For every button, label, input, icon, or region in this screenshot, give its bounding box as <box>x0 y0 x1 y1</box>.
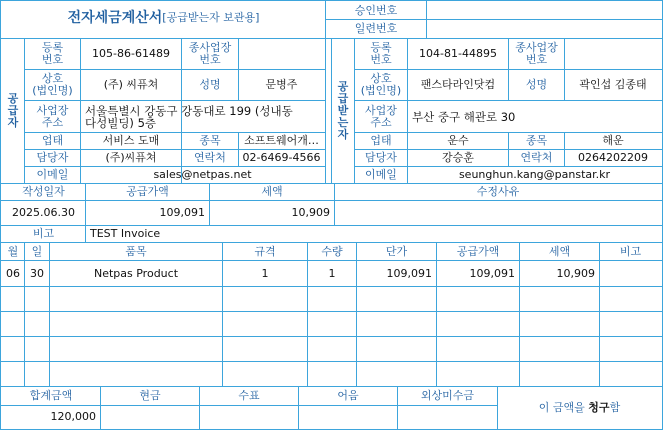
receiver-company-value: 팬스타라인닷컴 <box>420 78 496 91</box>
receiver-branch-value <box>565 39 661 69</box>
title-text: 전자세금계산서 <box>67 10 163 26</box>
col-header-month: 월 <box>7 244 19 258</box>
receiver-name-value: 곽인섭 김종태 <box>579 78 647 91</box>
supplier-branch-label: 종사업장 번호 <box>188 41 232 66</box>
date-label: 작성일자 <box>22 185 65 198</box>
row-month: 06 <box>6 266 20 280</box>
supplier-email-label: 이메일 <box>36 167 69 181</box>
supplier-contact-value: (주)씨퓨쳐 <box>105 151 157 164</box>
total-label: 합계금액 <box>29 389 73 402</box>
receiver-bizitem-value: 해운 <box>602 134 624 147</box>
col-header-spec: 규격 <box>254 244 276 258</box>
invoice-title <box>2 2 325 34</box>
supplier-company-value: (주) 씨퓨쳐 <box>103 78 159 91</box>
col-header-item: 품목 <box>125 244 147 258</box>
receiver-branch-label: 종사업장 번호 <box>515 41 558 66</box>
row-remark <box>600 261 661 286</box>
reason-label: 수정사유 <box>476 185 520 198</box>
row-item: Netpas Product <box>93 266 179 280</box>
receiver-biztype-label: 업태 <box>370 134 392 147</box>
supply-label: 공급가액 <box>126 185 169 198</box>
credit-label: 외상미수금 <box>420 389 475 402</box>
supplier-email-value: sales@netpas.net <box>153 167 252 181</box>
check-label: 수표 <box>238 389 260 402</box>
supplier-phone-label: 연락처 <box>194 151 226 164</box>
col-header-qty: 수량 <box>321 244 343 258</box>
supplier-name-label: 성명 <box>199 78 221 91</box>
note-bill-label: 어음 <box>337 389 359 402</box>
supplier-reg-value: 105-86-61489 <box>92 47 170 60</box>
receiver-bizitem-label: 종목 <box>525 134 548 147</box>
supplier-bizitem-label: 종목 <box>199 134 221 147</box>
receiver-phone-label: 연락처 <box>520 151 553 164</box>
total-value: 120,000 <box>50 410 96 423</box>
row-qty: 1 <box>328 266 336 280</box>
row-unitprice: 109,091 <box>386 266 432 280</box>
date-value: 2025.06.30 <box>12 206 75 219</box>
cash-label: 현금 <box>139 389 161 402</box>
row-supply: 109,091 <box>469 266 515 280</box>
supplier-phone-value: 02-6469-4566 <box>242 151 321 164</box>
receiver-reg-value: 104-81-44895 <box>419 47 497 60</box>
supplier-name-value: 문병주 <box>265 78 298 91</box>
receiver-address-value: 부산 중구 해관로 30 <box>412 109 516 124</box>
receiver-address-label: 사업장 주소 <box>365 103 397 129</box>
supplier-address-value: 서울특별시 강동구 강동대로 199 (성내동 다성빌딩) 5층 <box>85 103 293 130</box>
col-header-tax: 세액 <box>548 244 571 258</box>
supplier-biztype-value: 서비스 도매 <box>102 134 160 147</box>
receiver-reg-label: 등록 번호 <box>370 41 392 66</box>
supplier-reg-label: 등록 번호 <box>41 41 64 66</box>
supplier-side-label: 공 급 자 <box>7 91 19 129</box>
claim-statement <box>498 387 661 428</box>
serial-value <box>427 20 661 37</box>
supplier-branch-value <box>239 39 324 69</box>
receiver-contact-value: 강승훈 <box>442 151 474 164</box>
serial-label: 일련번호 <box>354 21 398 35</box>
approval-value <box>427 2 661 19</box>
note-value: TEST Invoice <box>90 227 161 240</box>
receiver-side-label: 공 급 받 는 자 <box>337 79 349 141</box>
supplier-company-label: 상호 (법인명) <box>32 72 73 97</box>
note-label: 비고 <box>32 227 55 240</box>
row-tax: 10,909 <box>556 266 595 280</box>
col-header-remark: 비고 <box>619 244 642 258</box>
receiver-phone-value: 0264202209 <box>578 151 648 164</box>
approval-label: 승인번호 <box>354 3 398 17</box>
col-header-unitprice: 단가 <box>385 244 408 258</box>
supplier-contact-label: 담당자 <box>36 151 69 164</box>
claim-prefix: 이 금액을 <box>538 400 589 414</box>
receiver-contact-label: 담당자 <box>365 151 397 164</box>
receiver-email-label: 이메일 <box>365 167 397 181</box>
col-header-supply: 공급가액 <box>456 244 500 258</box>
supplier-address-label: 사업장 주소 <box>36 103 69 129</box>
row-spec: 1 <box>261 266 269 280</box>
claim-suffix: 함 <box>609 400 621 414</box>
receiver-biztype-value: 운수 <box>447 134 469 147</box>
tax-label: 세액 <box>261 185 283 198</box>
receiver-company-label: 상호 (법인명) <box>360 72 402 97</box>
supplier-biztype-label: 업태 <box>41 134 64 147</box>
title-subtitle: [공급받는자 보관용] <box>162 11 260 24</box>
reason-value <box>335 201 661 225</box>
col-header-day: 일 <box>31 244 43 258</box>
supplier-bizitem-value: 소프트웨어개… <box>244 134 319 147</box>
receiver-email-value: seunghun.kang@panstar.kr <box>458 167 611 181</box>
claim-word: 청구 <box>588 400 610 414</box>
tax-value: 10,909 <box>291 206 330 219</box>
receiver-name-label: 성명 <box>525 78 548 91</box>
supply-value: 109,091 <box>159 206 205 219</box>
row-day: 30 <box>30 266 44 280</box>
